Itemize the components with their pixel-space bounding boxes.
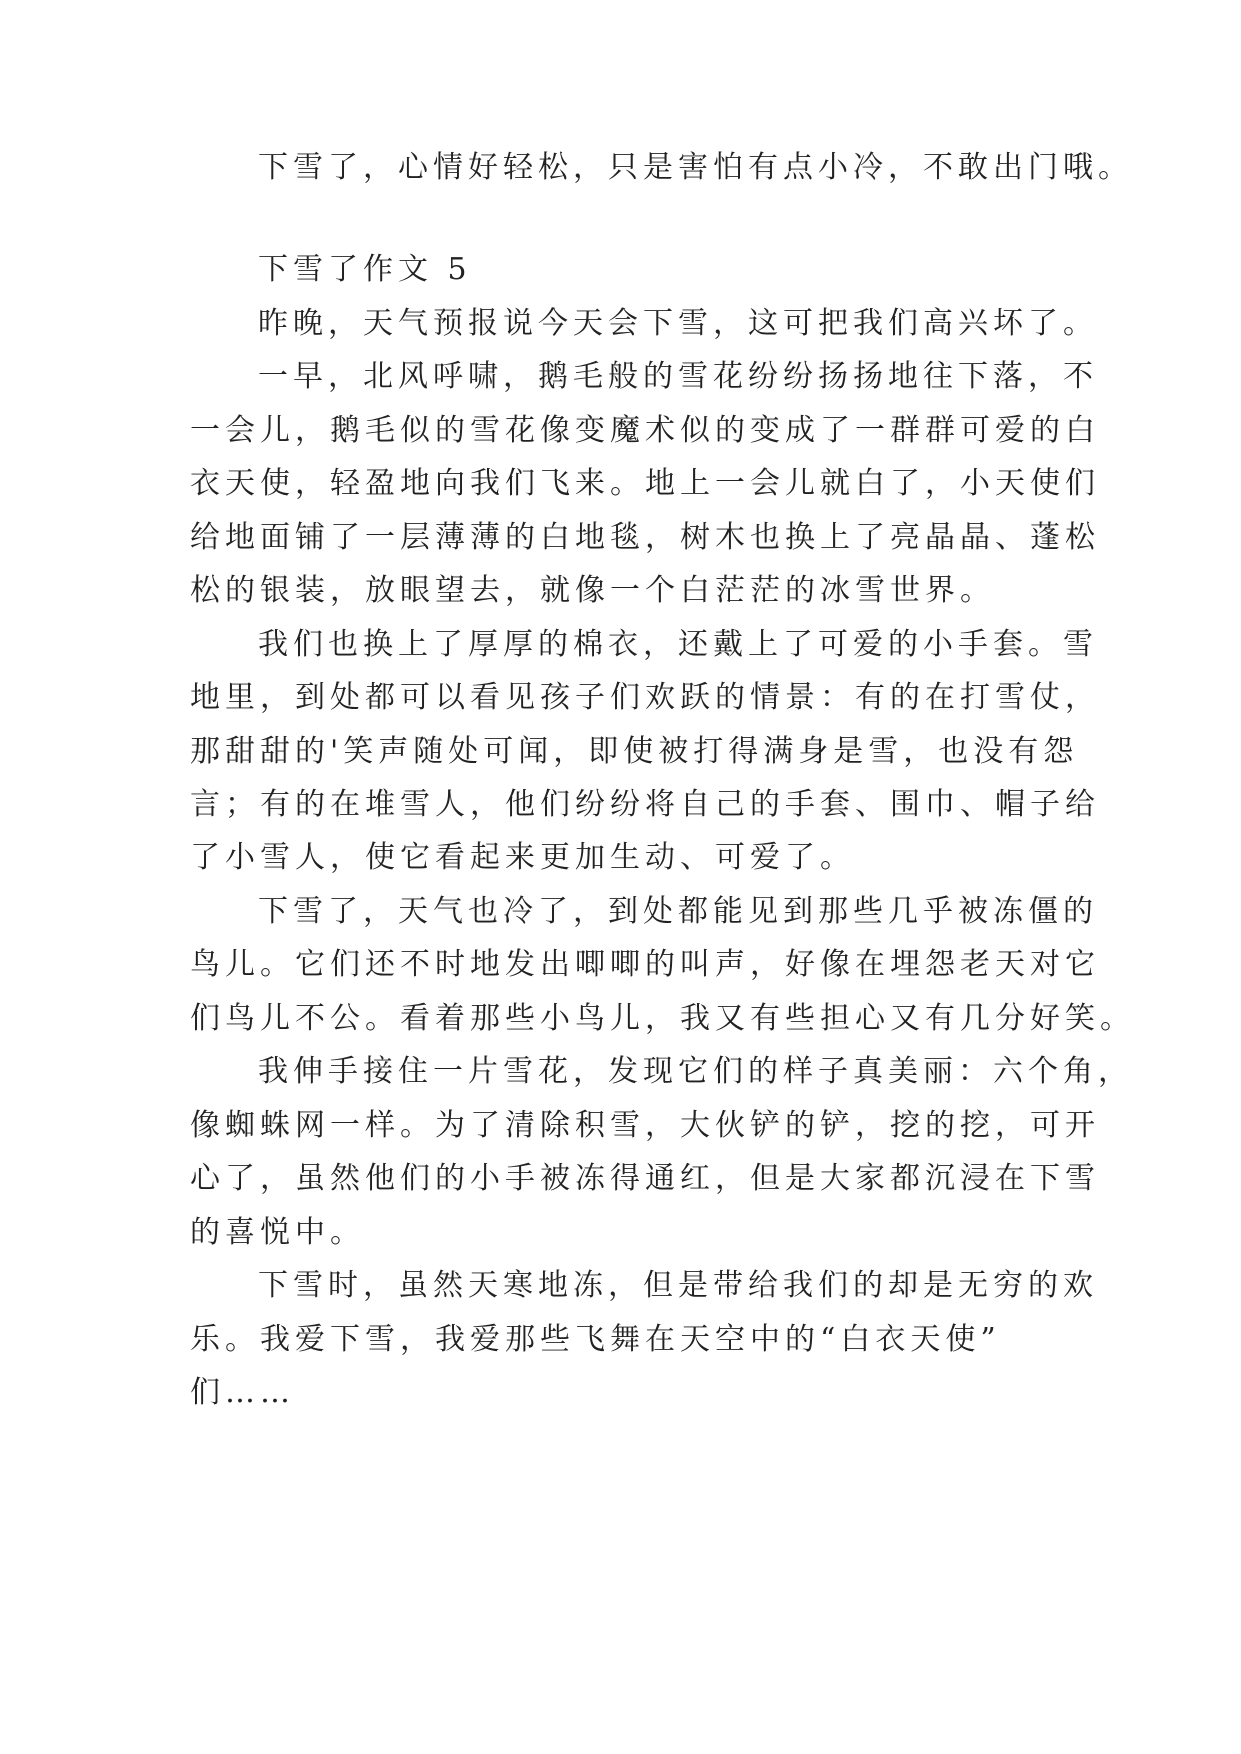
- paragraph-line: 那甜甜的'笑声随处可闻，即使被打得满身是雪，也没有怨: [190, 734, 1079, 769]
- paragraph-line: 言；有的在堆雪人，他们纷纷将自己的手套、围巾、帽子给: [190, 787, 1100, 822]
- paragraph-line: 衣天使，轻盈地向我们飞来。地上一会儿就白了，小天使们: [190, 466, 1100, 501]
- intro-line: 下雪了，心情好轻松，只是害怕有点小冷，不敢出门哦。: [258, 150, 1133, 185]
- paragraph-line: 我伸手接住一片雪花，发现它们的样子真美丽：六个角，: [258, 1054, 1133, 1089]
- paragraph-line: 乐。我爱下雪，我爱那些飞舞在天空中的“白衣天使”: [190, 1322, 1001, 1357]
- paragraph-line: 鸟儿。它们还不时地发出唧唧的叫声，好像在埋怨老天对它: [190, 947, 1100, 982]
- paragraph-line: 们鸟儿不公。看着那些小鸟儿，我又有些担心又有几分好笑。: [190, 1001, 1135, 1036]
- paragraph-line: 一会儿，鹅毛似的雪花像变魔术似的变成了一群群可爱的白: [190, 413, 1100, 448]
- paragraph-line: 一早，北风呼啸，鹅毛般的雪花纷纷扬扬地往下落，不: [258, 359, 1098, 394]
- paragraph-line: 下雪时，虽然天寒地冻，但是带给我们的却是无穷的欢: [258, 1268, 1098, 1303]
- paragraph-line: 下雪了，天气也冷了，到处都能见到那些几乎被冻僵的: [258, 894, 1098, 929]
- section-heading: 下雪了作文 5: [258, 252, 472, 287]
- paragraph-line: 地里，到处都可以看见孩子们欢跃的情景：有的在打雪仗，: [190, 680, 1100, 715]
- paragraph-line: 心了，虽然他们的小手被冻得通红，但是大家都沉浸在下雪: [190, 1161, 1100, 1196]
- paragraph-line: 像蜘蛛网一样。为了清除积雪，大伙铲的铲，挖的挖，可开: [190, 1108, 1100, 1143]
- paragraph-line: 昨晚，天气预报说今天会下雪，这可把我们高兴坏了。: [258, 306, 1098, 341]
- paragraph-line: 松的银装，放眼望去，就像一个白茫茫的冰雪世界。: [190, 573, 995, 608]
- paragraph-line: 给地面铺了一层薄薄的白地毯，树木也换上了亮晶晶、蓬松: [190, 520, 1100, 555]
- paragraph-line: 了小雪人，使它看起来更加生动、可爱了。: [190, 840, 855, 875]
- paragraph-line: 们……: [190, 1375, 295, 1410]
- paragraph-line: 我们也换上了厚厚的棉衣，还戴上了可爱的小手套。雪: [258, 627, 1098, 662]
- paragraph-line: 的喜悦中。: [190, 1215, 365, 1250]
